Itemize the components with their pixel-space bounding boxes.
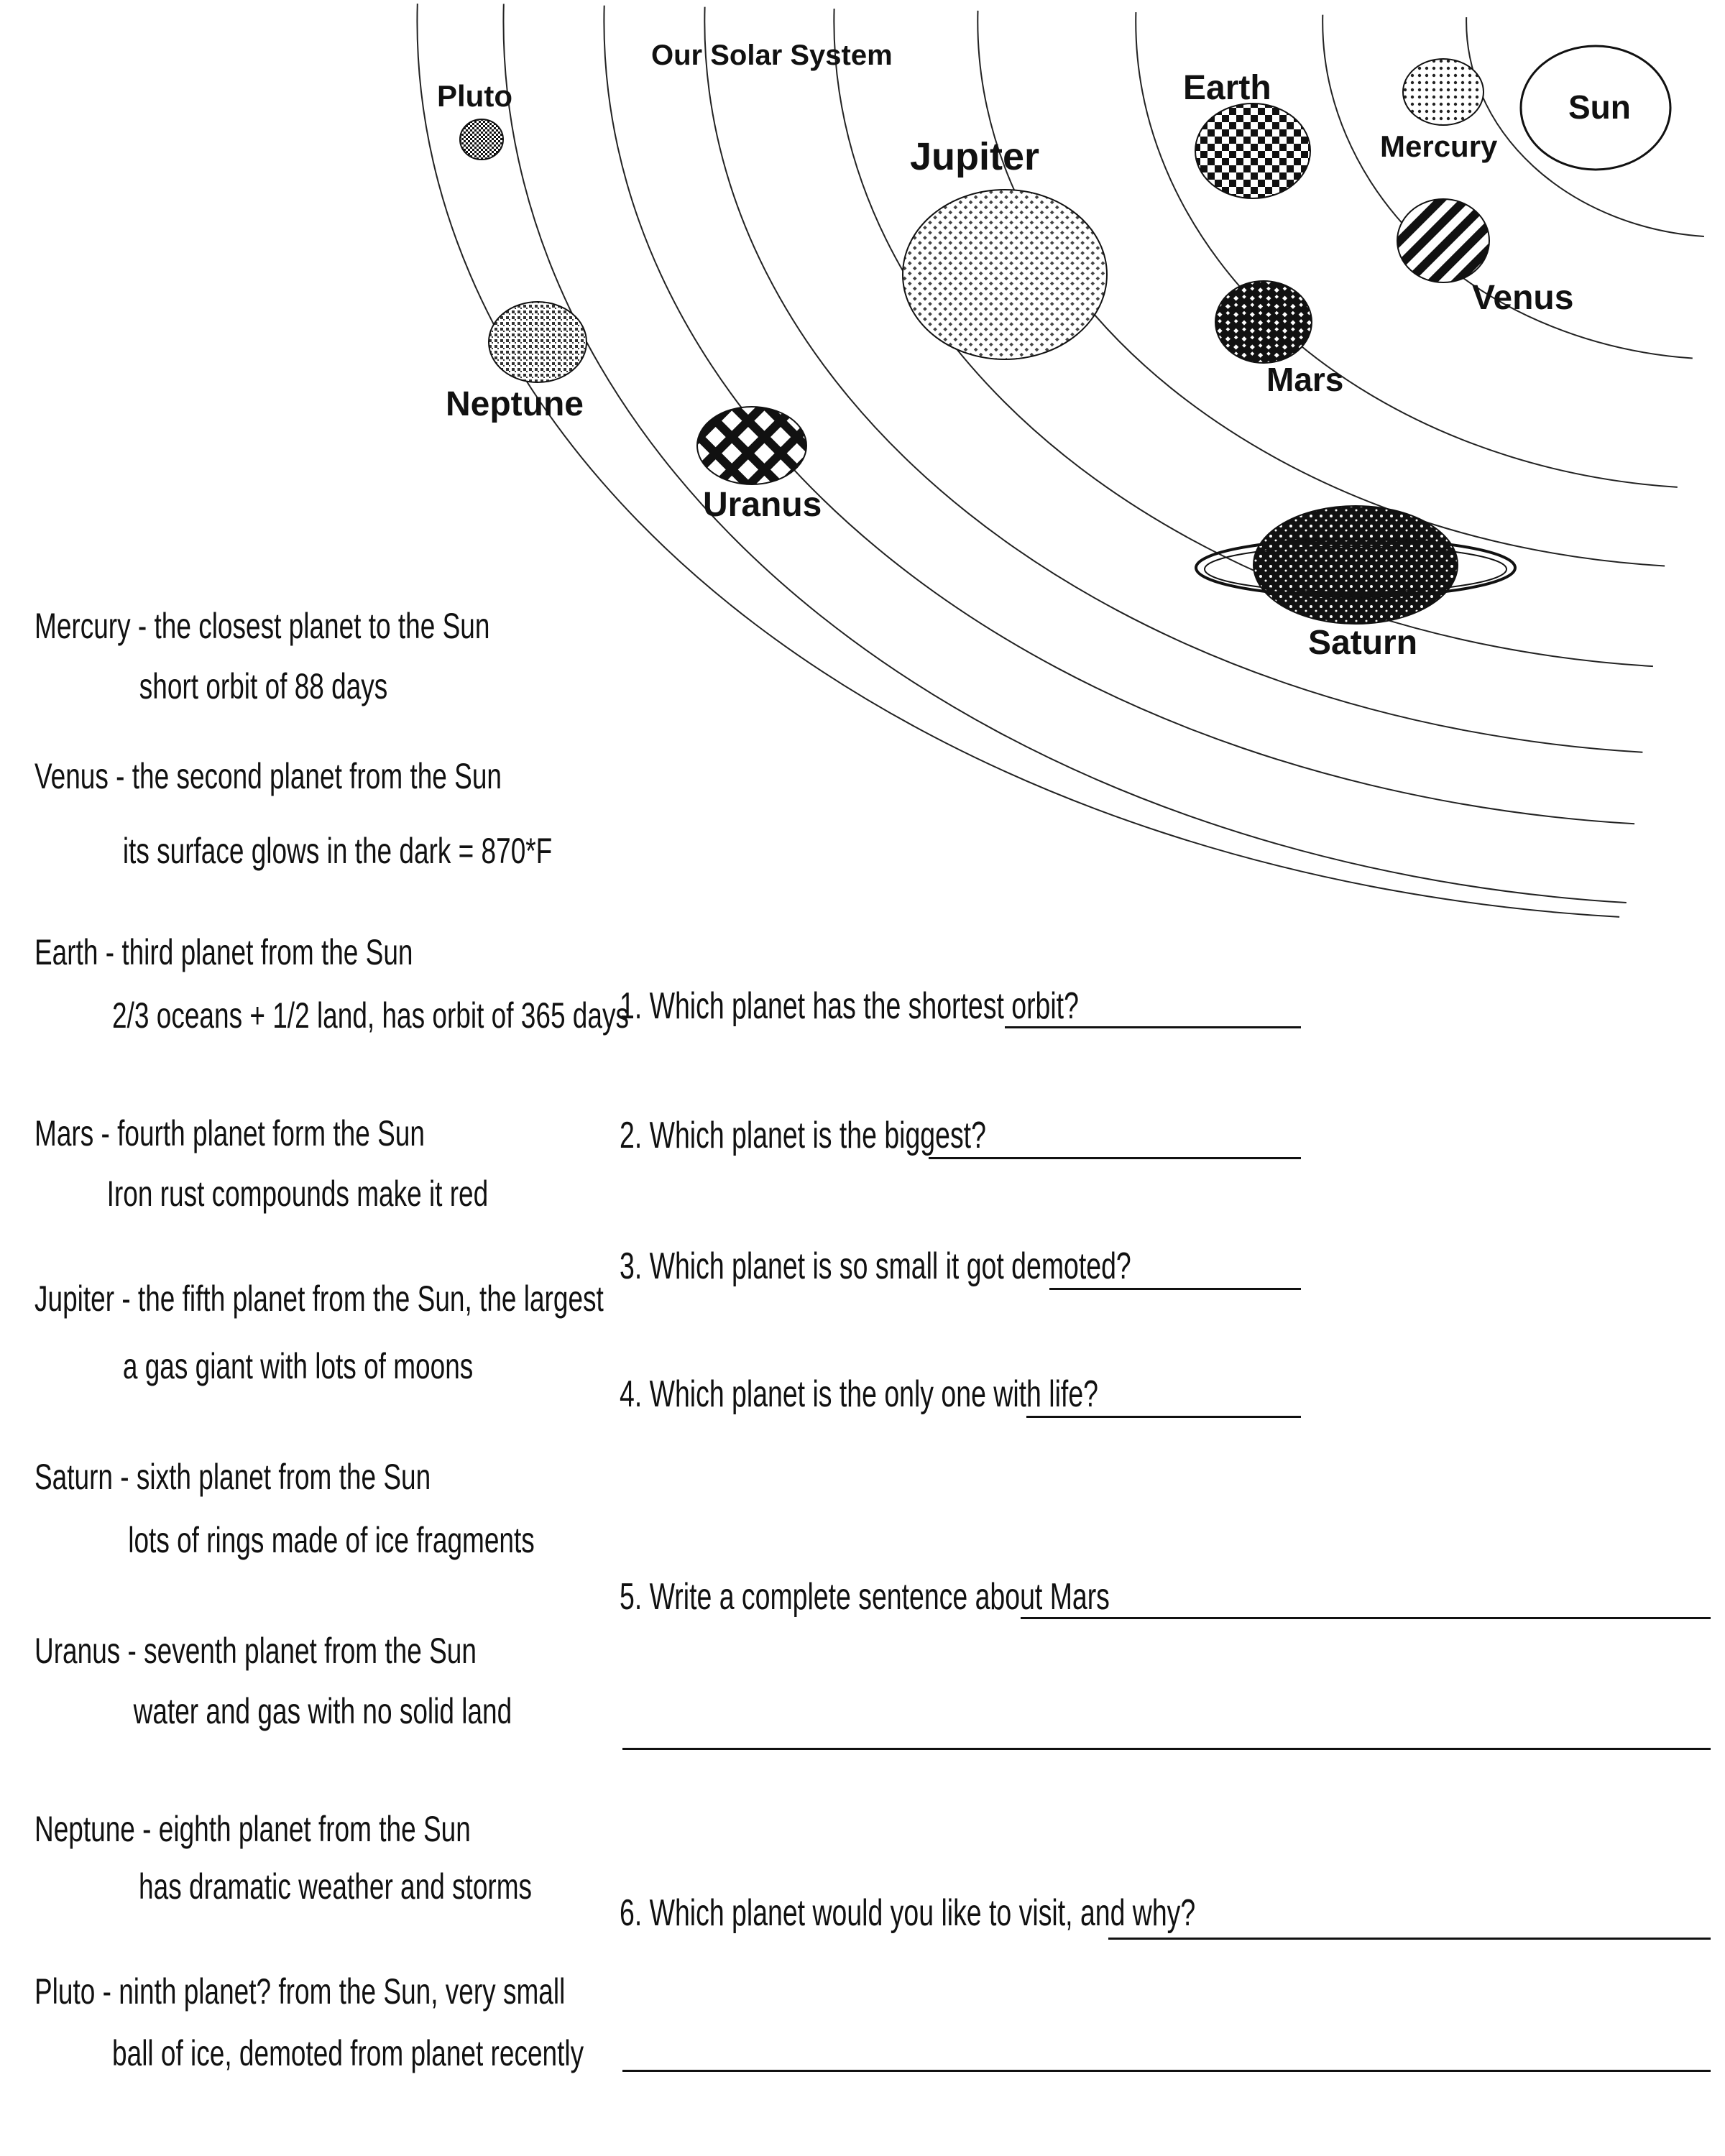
answer-line-4[interactable]	[1026, 1416, 1301, 1418]
venus-label: Venus	[1472, 279, 1574, 317]
fact-line-1: Jupiter - the fifth planet from the Sun, the largest	[34, 1279, 604, 1319]
answer-line-2[interactable]	[929, 1157, 1301, 1159]
neptune-label: Neptune	[446, 385, 584, 423]
fact-line-2: 2/3 oceans + 1/2 land, has orbit of 365 days	[112, 995, 629, 1036]
neptune-shape	[489, 302, 586, 382]
pluto-shape	[460, 119, 503, 160]
fact-line-2: a gas giant with lots of moons	[122, 1346, 474, 1386]
fact-line-2: lots of rings made of ice fragments	[128, 1520, 535, 1560]
jupiter-label: Jupiter	[910, 135, 1040, 178]
fact-line-2: its surface glows in the dark = 870*F	[122, 831, 553, 871]
saturn-shape	[1196, 506, 1515, 624]
question-6: 6. Which planet would you like to visit, and why?	[620, 1892, 1196, 1934]
fact-line-1: Venus - the second planet from the Sun	[34, 756, 502, 796]
question-5: 5. Write a complete sentence about Mars	[620, 1576, 1110, 1618]
answer-line-1[interactable]	[1005, 1026, 1301, 1028]
fact-line-1: Saturn - sixth planet from the Sun	[34, 1457, 431, 1497]
fact-earth	[34, 932, 629, 1036]
fact-line-1: Pluto - ninth planet? from the Sun, very small	[34, 1971, 566, 2012]
answer-line-5a[interactable]	[1021, 1617, 1711, 1619]
jupiter-shape	[903, 190, 1107, 359]
fact-venus	[34, 756, 553, 871]
question-3: 3. Which planet is so small it got demoted?	[620, 1245, 1131, 1287]
sun-label: Sun	[1568, 88, 1631, 126]
fact-pluto	[34, 1971, 584, 2073]
fact-line-1: Mars - fourth planet form the Sun	[34, 1113, 425, 1153]
fact-jupiter	[34, 1279, 604, 1386]
fact-line-1: Mercury - the closest planet to the Sun	[34, 606, 490, 646]
question-1: 1. Which planet has the shortest orbit?	[620, 985, 1079, 1027]
fact-mercury	[34, 606, 490, 706]
answer-line-3[interactable]	[1049, 1288, 1301, 1290]
question-2: 2. Which planet is the biggest?	[620, 1115, 986, 1156]
fact-line-2: has dramatic weather and storms	[139, 1866, 533, 1907]
fact-saturn	[34, 1457, 535, 1560]
mars-label: Mars	[1266, 361, 1344, 398]
diagram-title: Our Solar System	[651, 40, 893, 71]
question-4: 4. Which planet is the only one with life?	[620, 1373, 1098, 1415]
orbit-line	[704, 7, 1642, 752]
fact-line-2: short orbit of 88 days	[139, 666, 388, 706]
earth-label: Earth	[1183, 69, 1271, 107]
uranus-shape	[697, 407, 806, 484]
earth-shape	[1195, 103, 1310, 198]
answer-line-6a[interactable]	[1108, 1938, 1711, 1940]
mercury-label: Mercury	[1380, 129, 1498, 163]
venus-shape	[1397, 199, 1489, 282]
mercury-shape	[1403, 59, 1484, 125]
answer-line-6b[interactable]	[622, 2070, 1711, 2072]
answer-line-5b[interactable]	[622, 1748, 1711, 1750]
fact-line-2: Iron rust compounds make it red	[106, 1174, 489, 1214]
orbit-lines	[417, 4, 1703, 917]
pluto-label: Pluto	[437, 79, 512, 113]
uranus-label: Uranus	[703, 486, 822, 524]
mars-shape	[1215, 281, 1312, 363]
saturn-label: Saturn	[1308, 624, 1418, 662]
fact-mars	[34, 1113, 489, 1214]
fact-uranus	[34, 1631, 512, 1731]
fact-line-1: Neptune - eighth planet from the Sun	[34, 1809, 471, 1849]
fact-line-2: water and gas with no solid land	[133, 1691, 512, 1731]
fact-line-2: ball of ice, demoted from planet recently	[112, 2033, 584, 2073]
fact-line-1: Earth - third planet from the Sun	[34, 932, 413, 972]
fact-neptune	[34, 1809, 533, 1907]
fact-line-1: Uranus - seventh planet from the Sun	[34, 1631, 477, 1671]
